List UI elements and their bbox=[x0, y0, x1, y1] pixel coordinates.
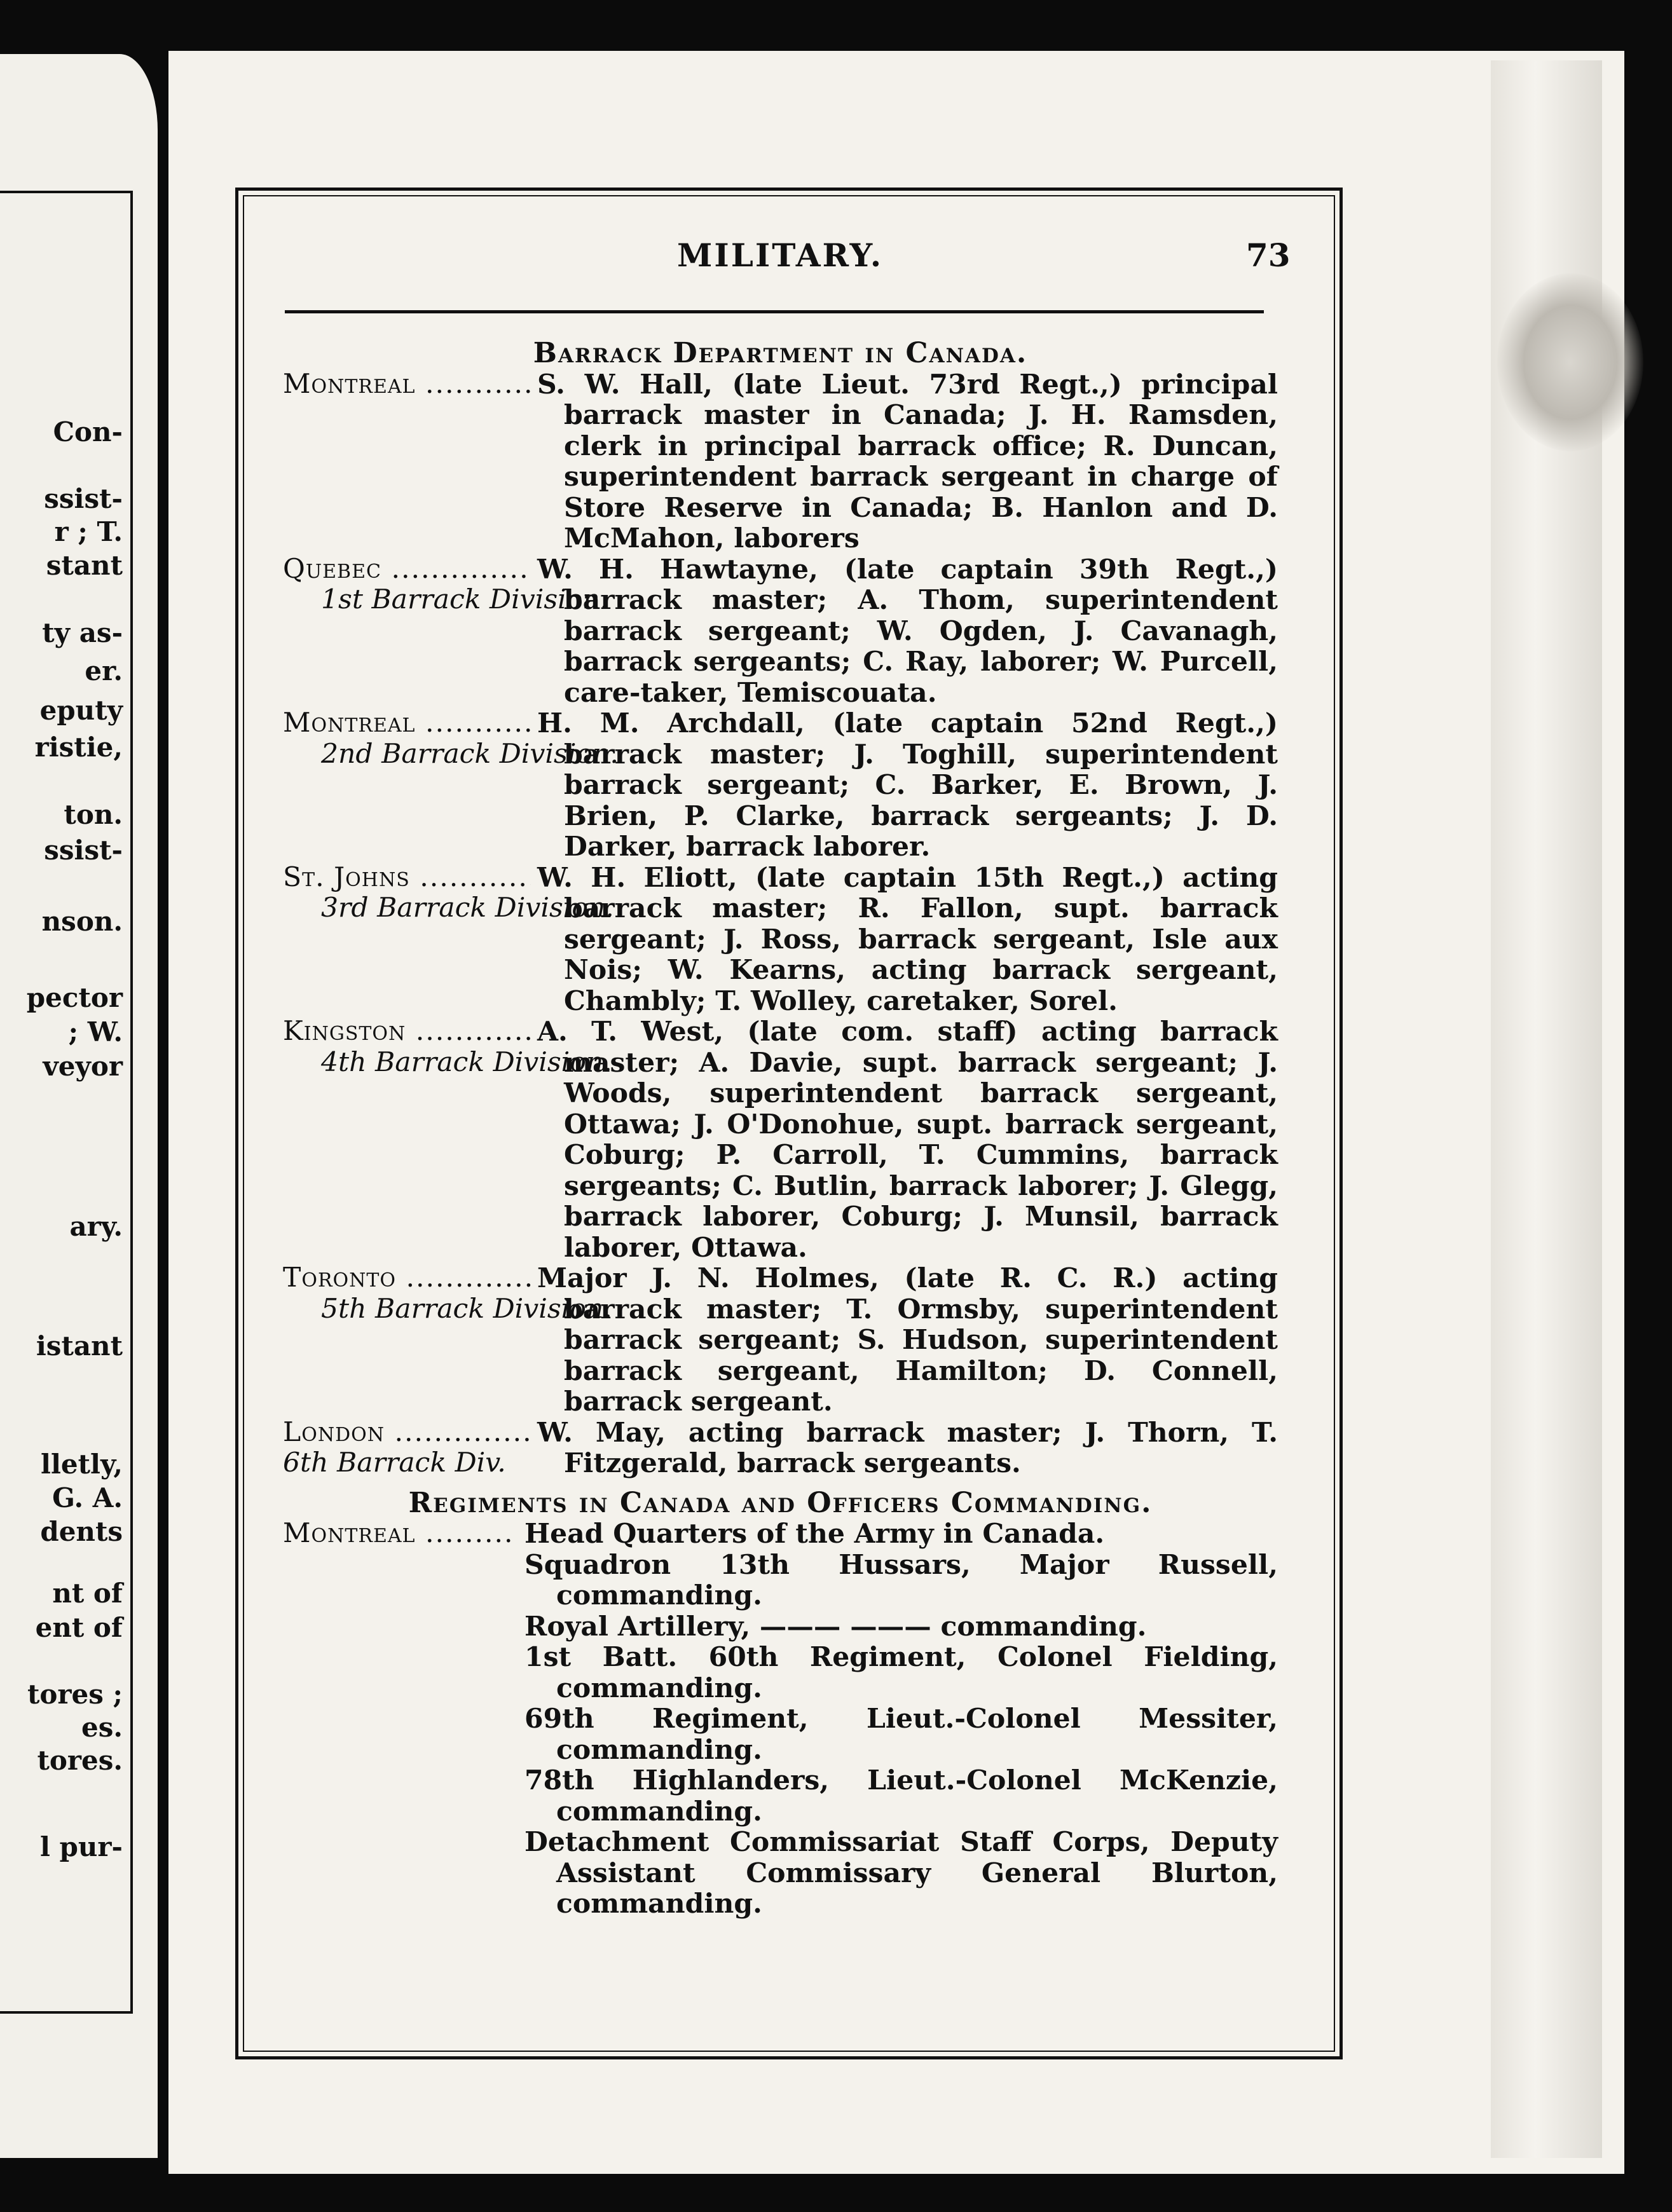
entry-text: Major J. N. Holmes, (late R. C. R.) acting barrack master; T. Ormsby, superintendent barrack sergeant; S. Hudson, superintendent barrack sergeant, Hamilton; D. Connell, barrack sergeant. bbox=[537, 1262, 1278, 1417]
left-page-fragment: tores. bbox=[37, 1745, 123, 1776]
barrack-section-title: Barrack Department in Canada. bbox=[533, 337, 1028, 369]
entry-place bbox=[283, 862, 614, 924]
regiment-item: Detachment Commissariat Staff Corps, Deputy Assistant Commissary General Blurton, commanding. bbox=[524, 1826, 1278, 1920]
left-page-fragment: ary. bbox=[69, 1211, 123, 1242]
barrack-division: 4th Barrack Division. bbox=[321, 1046, 612, 1078]
barrack-division: 3rd Barrack Division. bbox=[321, 892, 614, 924]
entry-place bbox=[283, 708, 619, 770]
place-name: St. Johns ..... bbox=[283, 863, 531, 894]
barrack-entry bbox=[283, 863, 1278, 1017]
barrack-entry bbox=[283, 1016, 1278, 1263]
regiment-item: 69th Regiment, Lieut.-Colonel Messiter, commanding. bbox=[524, 1703, 1278, 1766]
page-content bbox=[283, 338, 1278, 1920]
page-number: 73 bbox=[1246, 236, 1291, 274]
left-page-fragment: l pur- bbox=[39, 1831, 123, 1862]
barrack-division: 1st Barrack Division. bbox=[321, 584, 609, 615]
barrack-division: 6th Barrack Div. bbox=[283, 1447, 506, 1478]
running-title: MILITARY. bbox=[677, 236, 884, 274]
left-page-fragment: nt of bbox=[52, 1578, 123, 1609]
left-page-fragment: Con- bbox=[53, 416, 123, 447]
entry-text: A. T. West, (late com. staff) acting barrack master; A. Davie, supt. barrack sergeant; J. Woods, superintendent barrack sergeant, Ottawa; J. O'Donohue, supt. barrack sergeant, Coburg; P. Carroll, T. Cummins, barrack sergeants; C. Butlin, barrack laborer; J. Glegg, barrack laborer, Coburg; J. Munsil, barrack laborer, Ottawa. bbox=[537, 1016, 1278, 1264]
barrack-division: 5th Barrack Division. bbox=[321, 1293, 612, 1325]
left-page-fragment: dents bbox=[40, 1516, 123, 1547]
entry-text: W. May, acting barrack master; J. Thorn, T. Fitzgerald, barrack sergeants. bbox=[537, 1416, 1278, 1479]
entry-place bbox=[283, 1417, 531, 1479]
left-page-fragment: nson. bbox=[41, 906, 123, 937]
left-page-fragment: r ; T. bbox=[54, 516, 123, 547]
place-name: Quebec ..... bbox=[283, 554, 531, 585]
regiment-item: 78th Highlanders, Lieut.-Colonel McKenzie, commanding. bbox=[524, 1765, 1278, 1827]
ink-blot bbox=[1497, 273, 1643, 451]
entry-place bbox=[283, 1519, 512, 1550]
entry-place bbox=[283, 1016, 612, 1078]
barrack-entry bbox=[283, 708, 1278, 863]
left-page-fragment: eputy bbox=[39, 695, 123, 726]
barrack-entry bbox=[283, 554, 1278, 709]
place-name: London ..... bbox=[283, 1417, 531, 1449]
entry-text: W. H. Eliott, (late captain 15th Regt.,) acting barrack master; R. Fallon, supt. barrack sergeant; J. Ross, barrack sergeant, Isle aux Nois; W. Kearns, acting barrack sergeant, Chambly; T. Wolley, caretaker, Sorel. bbox=[537, 861, 1278, 1017]
entry-text: W. H. Hawtayne, (late captain 39th Regt.,) barrack master; A. Thom, superintendent barrack sergeant; W. Ogden, J. Cavanagh, barrack sergeants; C. Ray, laborer; W. Purcell, care-taker, Temiscouata. bbox=[537, 553, 1278, 709]
barrack-entry bbox=[283, 369, 1278, 554]
regiments-headquarters: Head Quarters of the Army in Canada. bbox=[524, 1518, 1105, 1550]
entry-place bbox=[283, 369, 531, 400]
place-name: Montreal ..... bbox=[283, 708, 531, 739]
barrack-entry bbox=[283, 1263, 1278, 1417]
barrack-entry bbox=[283, 1417, 1278, 1479]
left-page-fragment: ristie, bbox=[34, 732, 123, 763]
place-name: Montreal ..... bbox=[283, 1519, 512, 1550]
left-page-fragment: G. A. bbox=[52, 1482, 123, 1513]
left-page-fragment: ton. bbox=[64, 799, 123, 830]
regiment-item: Squadron 13th Hussars, Major Russell, commanding. bbox=[524, 1548, 1278, 1611]
left-page-fragment: er. bbox=[85, 655, 123, 686]
regiment-item: Royal Artillery, ——— ——— commanding. bbox=[524, 1610, 1147, 1642]
entry-text: S. W. Hall, (late Lieut. 73rd Regt.,) principal barrack master in Canada; J. H. Ramsden, clerk in principal barrack office; R. Duncan, superintendent barrack sergeant in charge of Store Reserve in Canada; B. Hanlon and D. McMahon, laborers bbox=[537, 368, 1278, 554]
regiments-section-title: Regiments in Canada and Officers Commanding. bbox=[408, 1486, 1153, 1519]
place-name: Montreal ..... bbox=[283, 369, 531, 400]
entry-text: H. M. Archdall, (late captain 52nd Regt.,) barrack master; J. Toghill, superintendent barrack sergeant; C. Barker, E. Brown, J. Brien, P. Clarke, barrack sergeants; J. D. Darker, barrack laborer. bbox=[537, 707, 1278, 863]
left-page-fragment: stant bbox=[46, 550, 123, 581]
left-page-fragment: ssist- bbox=[44, 483, 123, 514]
left-page-fragment: es. bbox=[81, 1712, 123, 1743]
left-page-fragment: tores ; bbox=[27, 1679, 123, 1710]
left-page-fragment: pector bbox=[26, 982, 123, 1013]
entry-place bbox=[283, 1263, 612, 1325]
header-rule bbox=[285, 310, 1264, 313]
regiment-item: 1st Batt. 60th Regiment, Colonel Fielding, commanding. bbox=[524, 1641, 1278, 1704]
left-page-fragment: ssist- bbox=[44, 835, 123, 866]
left-page-fragment: veyor bbox=[43, 1051, 123, 1082]
left-page-fragment: ty as- bbox=[42, 617, 123, 648]
left-page-fragment: lletly, bbox=[41, 1449, 123, 1480]
entry-place bbox=[283, 554, 609, 616]
left-page-fragment: ent of bbox=[35, 1612, 123, 1643]
left-page bbox=[0, 54, 158, 2158]
left-page-fragment: ; W. bbox=[68, 1016, 123, 1048]
left-page-fragment: istant bbox=[36, 1330, 123, 1362]
regiments-entry bbox=[283, 1519, 1278, 1550]
place-name: Kingston ..... bbox=[283, 1016, 531, 1048]
barrack-division: 2nd Barrack Division. bbox=[321, 738, 619, 770]
place-name: Toronto ..... bbox=[283, 1263, 531, 1294]
